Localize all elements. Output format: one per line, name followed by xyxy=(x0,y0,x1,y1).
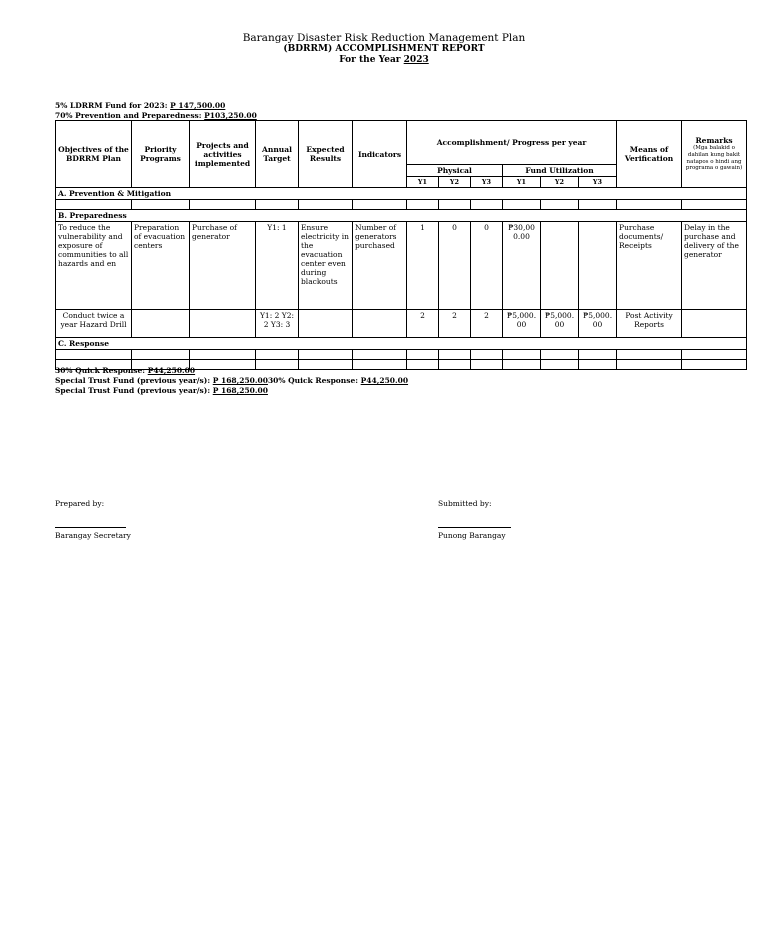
cell-fund-y2: ₱5,000.00 xyxy=(541,310,579,338)
cell-objective: To reduce the vulnerability and exposure of communities to all hazards and en xyxy=(56,222,132,310)
trust-fund-line xyxy=(55,376,408,385)
cell-means: Purchase documents/ Receipts xyxy=(617,222,682,310)
cell-priority xyxy=(132,310,190,338)
cell-physical-y1: 1 xyxy=(407,222,439,310)
cell-priority: Preparation of evacuation centers xyxy=(132,222,190,310)
quick-response-value-repeat: P44,250.00 xyxy=(360,376,409,385)
remarks-note: (Mga balakid o dahilan kung bakit natapos o hindi ang programa o gawain) xyxy=(685,145,743,172)
quick-response-line xyxy=(55,366,195,375)
report-year-line xyxy=(0,55,768,65)
header-annual-target: Annual Target xyxy=(256,121,299,188)
cell-project: Purchase of generator xyxy=(190,222,256,310)
cell-target: Y1: 2 Y2: 2 Y3: 3 xyxy=(256,310,299,338)
ldrrm-fund-line xyxy=(55,101,225,110)
header-objectives: Objectives of the BDRRM Plan xyxy=(56,121,132,188)
prevention-fund-label: 70% Prevention and Preparedness: xyxy=(55,111,202,120)
empty-row xyxy=(56,200,747,210)
header-fund-y3: Y3 xyxy=(579,177,617,188)
document-title: Barangay Disaster Risk Reduction Management Plan xyxy=(242,32,526,44)
header-indicators: Indicators xyxy=(353,121,407,188)
document-subtitle: (BDRRM) ACCOMPLISHMENT REPORT xyxy=(283,44,485,54)
section-prevention-mitigation: A. Prevention & Mitigation xyxy=(56,188,747,200)
cell-fund-y2 xyxy=(541,222,579,310)
section-response: C. Response xyxy=(56,338,747,350)
cell-expected: Ensure electricity in the evacuation center even during blackouts xyxy=(299,222,353,310)
cell-fund-y3 xyxy=(579,222,617,310)
accomplishment-table xyxy=(55,120,747,370)
trust-fund-label-2: Special Trust Fund (previous year/s): xyxy=(55,386,211,395)
header-priority-programs: Priority Programs xyxy=(132,121,190,188)
header-fund-utilization: Fund Utilization xyxy=(503,165,617,177)
cell-physical-y3: 2 xyxy=(471,310,503,338)
cell-means: Post Activity Reports xyxy=(617,310,682,338)
header-physical: Physical xyxy=(407,165,503,177)
quick-response-value: P44,250.00 xyxy=(147,366,196,375)
cell-remarks: Delay in the purchase and delivery of the generator xyxy=(682,222,747,310)
prevention-fund-line xyxy=(55,111,257,120)
quick-response-label-repeat: 30% Quick Response: xyxy=(267,376,359,385)
submitted-by-label: Submitted by: xyxy=(438,499,492,508)
cell-remarks xyxy=(682,310,747,338)
trust-fund-value: P 168,250.00 xyxy=(212,376,268,385)
ldrrm-fund-label: 5% LDRRM Fund for 2023: xyxy=(55,101,168,110)
ldrrm-fund-value: P 147,500.00 xyxy=(170,101,226,110)
header-expected-results: Expected Results xyxy=(299,121,353,188)
year-label: For the Year xyxy=(339,55,401,65)
prepared-by-role: Barangay Secretary xyxy=(55,531,131,540)
header-physical-y2: Y2 xyxy=(439,177,471,188)
header-fund-y2: Y2 xyxy=(541,177,579,188)
cell-physical-y2: 0 xyxy=(439,222,471,310)
header-fund-y1: Y1 xyxy=(503,177,541,188)
cell-indicator xyxy=(353,310,407,338)
cell-physical-y1: 2 xyxy=(407,310,439,338)
cell-fund-y1: ₱5,000.00 xyxy=(503,310,541,338)
trust-fund-label: Special Trust Fund (previous year/s): xyxy=(55,376,211,385)
trust-fund-line-2 xyxy=(55,386,268,395)
cell-target: Y1: 1 xyxy=(256,222,299,310)
cell-objective: Conduct twice a year Hazard Drill xyxy=(56,310,132,338)
header-physical-y3: Y3 xyxy=(471,177,503,188)
prevention-fund-value: P103,250.00 xyxy=(204,111,257,120)
header-projects: Projects and activities implemented xyxy=(190,121,256,188)
cell-physical-y2: 2 xyxy=(439,310,471,338)
header-remarks xyxy=(682,121,747,188)
quick-response-label: 30% Quick Response: xyxy=(55,366,146,375)
prepared-signature-line xyxy=(55,527,126,528)
cell-physical-y3: 0 xyxy=(471,222,503,310)
header-physical-y1: Y1 xyxy=(407,177,439,188)
table-row xyxy=(56,222,747,310)
cell-indicator: Number of generators purchased xyxy=(353,222,407,310)
prepared-by-label: Prepared by: xyxy=(55,499,105,508)
section-preparedness: B. Preparedness xyxy=(56,210,747,222)
header-means-of-verification: Means of Verification xyxy=(617,121,682,188)
submitted-signature-line xyxy=(438,527,511,528)
cell-project xyxy=(190,310,256,338)
cell-fund-y1: ₱30,000.00 xyxy=(503,222,541,310)
cell-fund-y3: ₱5,000.00 xyxy=(579,310,617,338)
cell-expected xyxy=(299,310,353,338)
submitted-by-role: Punong Barangay xyxy=(438,531,506,540)
header-accomplishment: Accomplishment/ Progress per year xyxy=(407,121,617,165)
empty-row xyxy=(56,350,747,360)
report-year: 2023 xyxy=(403,55,429,65)
table-row xyxy=(56,310,747,338)
remarks-title: Remarks xyxy=(695,136,733,146)
trust-fund-value-2: P 168,250.00 xyxy=(212,386,268,395)
